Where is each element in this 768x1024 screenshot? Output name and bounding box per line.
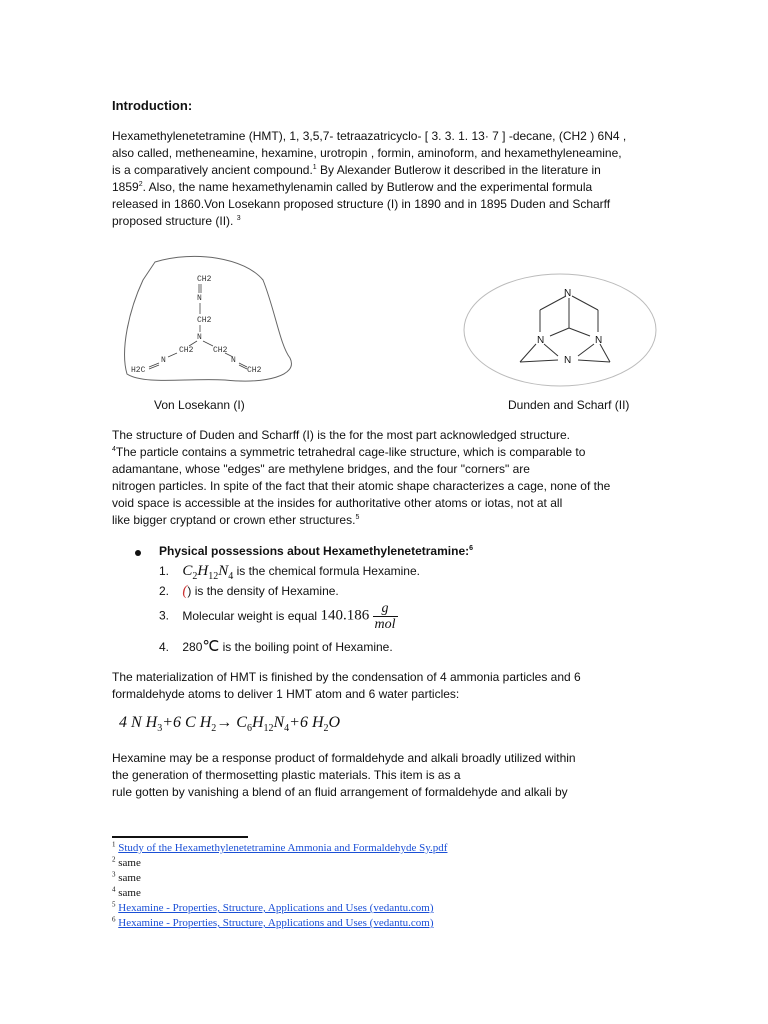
atom-label: H2C: [131, 366, 146, 375]
footnote-divider: [112, 836, 248, 838]
von-losekann-structure-diagram: [115, 250, 300, 390]
final-paragraph: Hexamine may be a response product of formaldehyde and alkali broadly utilized within the generation of thermosetting plastic materials. This item is as a rule gotten by vanishing a blend of an fluid arrangement of formaldehyde and alkali by: [112, 751, 576, 799]
atom-label: N: [595, 335, 603, 346]
atom-label: CH2: [247, 366, 262, 375]
list-item: 1. $C_2H_{12}N_4$ is the chemical formula Hexamine.: [159, 563, 420, 582]
section-heading: Introduction:: [112, 98, 193, 113]
atom-label: N: [564, 355, 572, 366]
atom-label: N: [197, 333, 202, 342]
caption-left: Von Losekann (I): [154, 398, 245, 412]
atom-label: N: [564, 288, 572, 299]
atom-label: CH2: [213, 346, 228, 355]
atom-label: N: [197, 294, 202, 303]
formula: $C_2H_{12}N_4$: [182, 563, 234, 582]
density-symbol: (: [182, 583, 188, 599]
duden-scharff-structure-diagram: [460, 270, 660, 390]
atom-label: N: [537, 335, 545, 346]
footnote-link[interactable]: Hexamine - Properties, Structure, Applications and Uses (vedantu.com): [118, 902, 434, 914]
reaction-equation: 4 N $H_3+6$ C $H_2\to C_6H_{12}N_4+6$ $H_2O$: [119, 714, 341, 735]
footnote-link[interactable]: Study of the Hexamethylenetetramine Ammonia and Formaldehyde Sy.pdf: [118, 842, 448, 854]
bullet-title: Physical possessions about Hexamethylenetetramine:$^6$: [159, 544, 474, 558]
list-item: 3. Molecular weight is equal 140.186 $\frac{g}{\text{mol}}$: [159, 601, 396, 632]
footnote: $^1$ Study of the Hexamethylenetetramine Ammonia and Formaldehyde Sy.pdf: [112, 840, 448, 854]
fraction: $\frac{g}{\text{mol}}$: [374, 601, 396, 632]
structure-paragraph: The structure of Duden and Scharff (I) is the for the most part acknowledged structure. $^4$The particle contains a symmetric tetrahedral cage-like structure, which is comparable to adamantane, whose "edges" are methylene bridges, and the four "corners" are nitrogen particles. In spite of the fact that their atomic shape characterizes a cage, none of the void space is accessible at the insides for authoritative other atoms or iotas, not at all like bigger cryptand or crown ether structures.$^5$: [112, 428, 611, 527]
footnote-ref[interactable]: 6: [469, 545, 474, 552]
atom-label: CH2: [197, 275, 212, 284]
bullet-icon: [135, 550, 141, 556]
footnote-ref[interactable]: 3: [236, 215, 241, 222]
list-item: 4. 280℃ is the boiling point of Hexamine.: [159, 638, 393, 655]
footnote-link[interactable]: Hexamine - Properties, Structure, Applications and Uses (vedantu.com): [118, 917, 434, 929]
footnote-ref[interactable]: 4: [112, 446, 116, 453]
atom-label: CH2: [197, 316, 212, 325]
atom-label: N: [231, 356, 236, 365]
footnote: $^3$ same: [112, 870, 141, 884]
intro-paragraph: Hexamethylenetetramine (HMT), 1, 3,5,7- tetraazatricyclo- [ 3. 3. 1. 13· 7 ] -decane, (CH2 ) 6N4 , also called, metheneamine, hexamine, urotropin , formin, aminoform, and hexamethyleneamine, is a comparatively ancient compound.$^1$ By Alexander Butlerow it described in the literature in 1859$^2$. Also, the name hexamethylenamin called by Butlerow and the experimental formula released in 1860.Von Losekann proposed structure (I) in 1890 and in 1895 Duden and Scharff proposed structure (II). $^3$: [112, 129, 627, 228]
footnote: $^4$ same: [112, 885, 141, 899]
atom-label: CH2: [179, 346, 194, 355]
materialization-paragraph: The materialization of HMT is finished by the condensation of 4 ammonia particles and 6 formaldehyde atoms to deliver 1 HMT atom and 6 water particles:: [112, 670, 581, 701]
footnote: $^2$ same: [112, 855, 141, 869]
footnote-ref[interactable]: 5: [355, 514, 360, 521]
atom-label: N: [161, 356, 166, 365]
caption-right: Dunden and Scharf (II): [508, 398, 630, 412]
list-item: 2. () is the density of Hexamine.: [159, 583, 339, 599]
footnote-ref[interactable]: 2: [138, 181, 143, 188]
footnote: $^5$ Hexamine - Properties, Structure, Applications and Uses (vedantu.com): [112, 900, 434, 914]
footnote-ref[interactable]: 1: [312, 164, 317, 171]
footnote: $^6$ Hexamine - Properties, Structure, Applications and Uses (vedantu.com): [112, 915, 434, 929]
